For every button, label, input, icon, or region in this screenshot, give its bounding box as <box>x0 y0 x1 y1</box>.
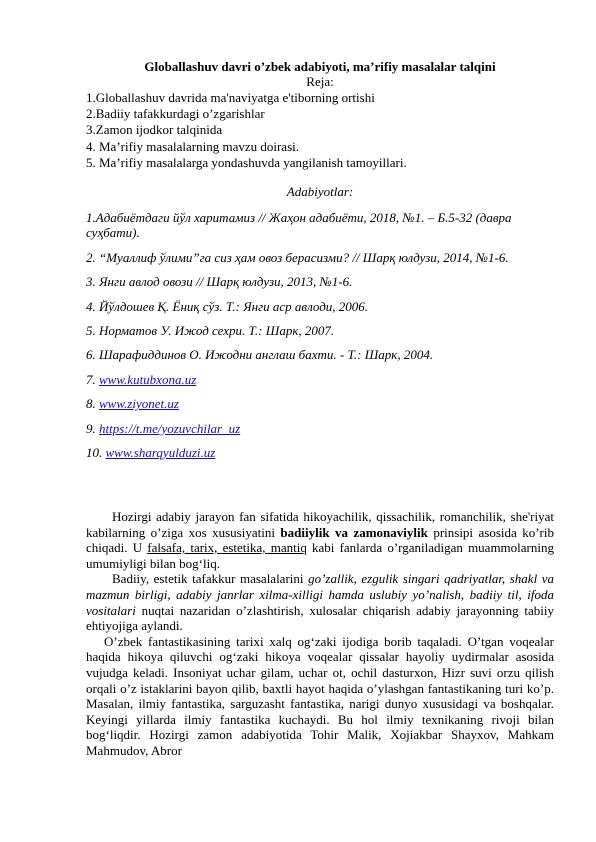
plan-list <box>86 90 554 171</box>
plan-item: 2.Badiiy tafakkurdagi o’zgarishlar <box>86 106 265 122</box>
reference-item <box>86 396 554 411</box>
literature-heading: Adabiyotlar: <box>286 184 354 199</box>
paragraph-text: prinsipi asosida ko’rib chiqadi. U <box>86 524 554 556</box>
reference-number: 5. <box>86 323 96 339</box>
reference-list <box>86 210 554 469</box>
paragraph-text: Hozirgi adabiy jarayon fan sifatida hikoyachilik, qissachilik, romanchilik, she'riyat kabilarning o’ziga xos xususiyatini <box>86 509 554 540</box>
plan-item: 3.Zamon ijodkor talqinida <box>86 122 223 138</box>
reference-text: Норматов У. Ижод сехри. Т.: Шарк, 2007. <box>99 323 335 339</box>
paragraph <box>86 509 554 571</box>
reference-text: Адабиётдаги йўл харитамиз // Жаҳон адабиёти, 2018, №1. – Б.5-32 (давра суҳбати). <box>86 210 512 241</box>
body-text <box>86 509 554 759</box>
paragraph-text: nuqtai nazaridan o’zlashtirish, xulosalar chiqarish adabiy jarayonning tabiiy ehtiyojiga aylandi. <box>86 602 554 634</box>
reference-text: Янги авлод овози // Шарқ юлдузи, 2013, №1-6. <box>99 274 353 290</box>
reference-number: 8. <box>86 396 96 412</box>
paragraph-underlined-text: falsafa, tarix, estetika, mantiq <box>147 540 307 556</box>
paragraph-italic-text: go’zallik, ezgulik singari qadriyatlar, shakl va mazmun birligi, adabiy janrlar xilma-xilligi hamda uslubiy yo’nalish, badiiy til, ifoda vositalari <box>86 571 555 618</box>
reference-text: Шарафиддинов О. Ижодни англаш бахти. - Т.: Шарк, 2004. <box>99 347 434 363</box>
paragraph-bold-text: badiiylik va zamonaviylik <box>280 524 428 540</box>
reference-item <box>86 299 554 314</box>
plan-item: 5. Ma’rifiy masalalarga yondashuvda yangilanish tamoyillari. <box>86 154 407 170</box>
reference-item <box>86 347 554 362</box>
reference-item <box>86 250 554 265</box>
plan-heading: Reja: <box>306 74 334 89</box>
plan-item: 1.Globallashuv davrida ma'naviyatga e'tiborning ortishi <box>86 90 375 105</box>
reference-number: 10. <box>86 445 103 461</box>
reference-link[interactable]: www.kutubxona.uz <box>99 371 197 387</box>
reference-link[interactable]: https://t.me/yozuvchilar_uz <box>99 420 241 436</box>
reference-number: 4. <box>86 298 96 314</box>
reference-number: 3. <box>86 274 96 290</box>
reference-text: Йўлдошев Қ. Ёниқ сўз. Т.: Янги аср авлоди, 2006. <box>99 298 369 314</box>
plan-item: 4. Ma’rifiy masalalarning mavzu doirasi. <box>86 138 299 154</box>
reference-number: 9. <box>86 420 96 436</box>
reference-item <box>86 421 554 436</box>
reference-item <box>86 210 554 241</box>
reference-item <box>86 323 554 338</box>
reference-text: “Муаллиф ўлими”га сиз ҳам овоз берасизми? // Шарқ юлдузи, 2014, №1-6. <box>99 249 509 265</box>
reference-number: 1. <box>86 210 96 225</box>
paragraph <box>86 571 554 633</box>
reference-link[interactable]: www.sharqyulduzi.uz <box>105 445 216 461</box>
reference-number: 6. <box>86 347 96 363</box>
document-title: Globallashuv davri o’zbek adabiyoti, ma’rifiy masalalar talqini <box>144 59 496 74</box>
paragraph-text: Badiiy, estetik tafakkur masalalarini <box>112 571 309 587</box>
reference-item <box>86 372 554 387</box>
paragraph-text: kabi fanlarda o’rganiladigan muammolarning umumiyligi bilan bog‘liq. <box>86 540 554 571</box>
paragraph: O’zbek fantastikasining tarixi xalq og‘zaki ijodiga borib taqaladi. O’tgan voqealar haqida hikoya qiluvchi og‘zaki hikoya voqealar qissalar hayoliy uydirmalar asosida vujudga keladi. Insoniyat uchar gilam, uchar ot, ochil dasturxon, Hizr suvi orzu qilish orqali o’z istaklarini bayon qilib, baxtli hayot haqida o’ylashgan fantastikaning turi ko’p. Masalan, ilmiy fantastika, sarguzasht fantastika, narigi dunyo xususidagi va boshqalar. Keyingi yillarda ilmiy fantastika kuchaydi. Bu hol ilmiy texnikaning rivoji bilan bog‘liqdir. Hozirgi zamon adabiyotida Tohir Malik, Xojiakbar Shayxov, Mahkam Mahmudov, Abror <box>86 633 554 758</box>
reference-item <box>86 274 554 289</box>
reference-item <box>86 445 554 460</box>
reference-number: 2. <box>86 249 96 265</box>
reference-link[interactable]: www.ziyonet.uz <box>99 396 179 412</box>
reference-number: 7. <box>86 371 96 387</box>
